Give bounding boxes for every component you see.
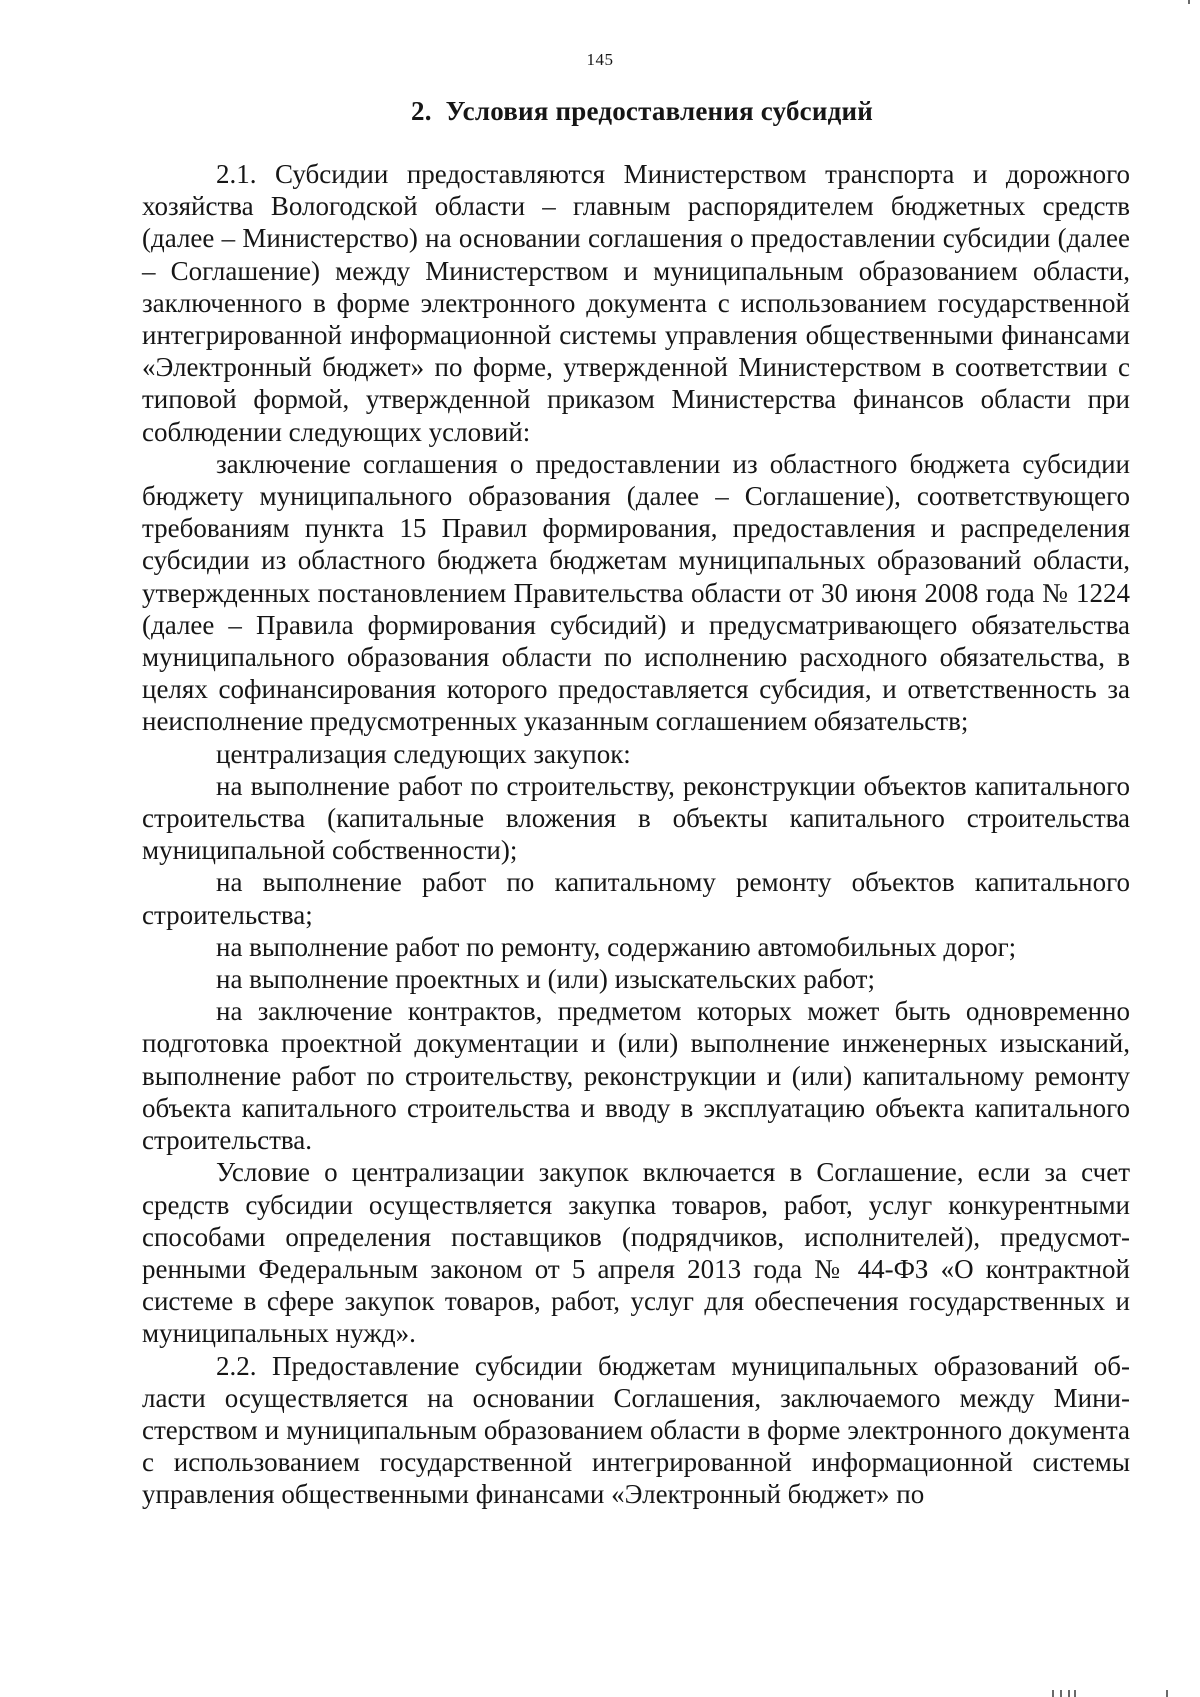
scan-mark-bottom-3 [1068, 1690, 1070, 1697]
paragraph-design-survey: на выполнение проектных и (или) изыскательских работ; [216, 964, 875, 995]
section-number: 2. [411, 96, 432, 126]
section-title-text: Условия предоставления субсидий [445, 96, 873, 126]
paragraph-2-1: 2.1. Субсидии предоставляются Министерством транспорта и дорожного хозяйства Вологодской области – главным распорядителем бюджетных средств (далее – Министерство) на основании соглашения о предоставлении субсидии (далее – Соглашение) между Министерством и муниципальным образованием области, заключенного в форме электронного документа с использованием государственной интегрированной информационной системы управления общественными финансами «Электронный бюджет» по форме, утвержденной Министерством в соответствии с типовой формой, утвержденной приказом Министерства финансов области при соблюдении следующих условий: [142, 159, 1130, 447]
scan-mark-bottom-1 [1052, 1690, 1054, 1697]
paragraph-2-2: 2.2. Предоставление субсидии бюджетам муниципальных образований области осуществляется на основании Соглашения, заключаемого между Министерством и муниципальным образованием области в форме электронного документа с использованием государственной интегрированной информационной системы управления общественными финансами «Электронный бюджет» по [142, 1350, 1130, 1510]
paragraph-capital-repair: на выполнение работ по капитальному ремонту объектов капитального строительства; [142, 867, 1130, 930]
paragraph-agreement-condition: заключение соглашения о предоставлении из областного бюджета субсидии бюджету муниципального образования (далее – Соглашение), соответствующего требованиям пункта 15 Правил формирования, предоставления и распределения субсидии из областного бюджета бюджетам муниципальных образований области, утвержденных постановлением Правительства области от 30 июня 2008 года № 1224 (далее – Правила формирования субсидий) и предусматривающего обязательства муниципального образования области по исполнению расходного обязательства, в целях софинансирования которого предоставляется субсидия, и ответственность за неисполнение предусмотренных указанным соглашением обязательств; [142, 448, 1130, 737]
paragraph-construction-works: на выполнение работ по строительству, реконструкции объектов капитального строительства (капитальные вложения в объекты капитального строительства муниципальной собственности); [142, 770, 1130, 866]
body-text [142, 158, 1130, 1511]
scan-mark-top-right [1188, 0, 1190, 4]
scan-mark-bottom-2 [1060, 1690, 1062, 1697]
section-title [142, 96, 1142, 127]
paragraph-combined-contracts: на заключение контрактов, предметом которых может быть одновременно подготовка проектной документации и (или) выполнение инженерных изысканий, выполнение работ по строительству, реконструкции и (или) капитальному ремонту объекта капитального строительства и вводу в эксплуатацию объекта капитального строительства. [142, 996, 1130, 1156]
paragraph-road-maintenance: на выполнение работ по ремонту, содержанию автомобильных дорог; [216, 931, 1017, 962]
scan-mark-bottom-5 [1166, 1690, 1168, 1697]
scan-mark-bottom-4 [1074, 1690, 1076, 1697]
paragraph-procurement-centralization: централизация следующих закупок: [216, 738, 631, 769]
page-number: 145 [586, 50, 614, 69]
paragraph-centralization-clause: Условие о централизации закупок включается в Соглашение, если за счет средств субсидии осуществляется закупка товаров, работ, услуг конкурентными способами определения поставщиков (подрядчиков, исполнителей), предусмотренными Федеральным законом от 5 апреля 2013 года № 44-ФЗ «О контрактной системе в сфере закупок товаров, работ, услуг для обеспечения государственных и муниципальных нужд». [142, 1157, 1130, 1349]
